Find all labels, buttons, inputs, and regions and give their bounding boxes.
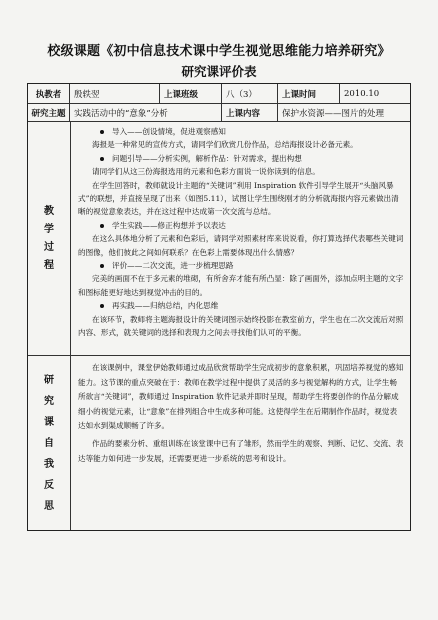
document-title: 校级课题《初中信息技术课中学生视觉思维能力培养研究》 (47, 44, 391, 59)
bullet-icon (100, 157, 104, 161)
paragraph-text: 再实践——归纳总结，内化思维 (112, 301, 219, 311)
reflection-content (71, 356, 410, 530)
reflection-label-char: 课 (44, 416, 54, 428)
bullet-icon (100, 304, 104, 308)
process-step-heading (78, 259, 404, 272)
time-value: 2010.10 (344, 88, 380, 99)
lesson-label: 上课内容 (222, 104, 278, 121)
paragraph-text: 在学生回答时，教师就设计主题的“关键词”利用 Inspiration 软件引导学生展开“头脑风暴式”的联想，并直接呈现了出来（如图5.11），试图让学生围绕刚才的分析就海报内容元素做出清晰的视觉意象表达，并在这过程中达成第一次交流与总结。 (78, 180, 399, 217)
paragraph-text: 评价——二次交流，进一步梳理思路 (112, 261, 234, 271)
info-row-2 (28, 104, 410, 122)
class-value: 八（3） (222, 84, 278, 103)
paragraph-text: 导入——创设情境，促进观察感知 (112, 127, 226, 136)
process-step-heading (78, 152, 404, 165)
reflection-label-char: 思 (44, 500, 54, 512)
reflection-row (28, 356, 410, 530)
lesson-value: 保护水资源——图片的处理 (282, 108, 385, 119)
process-paragraph (78, 165, 404, 178)
process-paragraph (78, 272, 404, 299)
process-step-heading (78, 219, 404, 232)
process-paragraph (78, 313, 404, 340)
process-label-char: 学 (44, 223, 54, 235)
paragraph-text: 学生实践——修正构想并予以表达 (112, 220, 226, 230)
paragraph-text: 完美的画面不在于多元素的堆砌，有所舍弃才能有所凸显：除了画面外，添加点明主题的文字和图标能更好地达到视觉冲击的目的。 (78, 274, 404, 297)
reflection-label-char: 研 (44, 374, 54, 386)
paragraph-text: 在这么具体地分析了元素和色彩后，请同学对照素材库来说说看，你打算选择代表哪些关键词的图像，他们彼此之间如何联系？在色彩上需要体现出什么情感？ (78, 234, 404, 257)
teacher-label: 执教者 (28, 84, 70, 103)
reflection-label-char: 究 (44, 395, 54, 407)
teacher-value: 殷轶翌 (70, 84, 160, 103)
reflection-paragraph: 作品的要素分析、重组训练在该堂课中已有了雏形，然而学生的观察、判断、记忆、交流、表达等能力如何进一步发展，还需要更进一步系统的思考和设计。 (78, 438, 404, 463)
reflection-label-char: 自 (44, 437, 54, 449)
reflection-label-char: 我 (44, 458, 54, 470)
process-label-char: 过 (44, 241, 54, 253)
class-label: 上课班级 (160, 84, 222, 103)
bullet-icon (100, 224, 104, 228)
bullet-icon (100, 264, 104, 268)
reflection-label-char: 反 (44, 479, 54, 491)
info-row-1 (28, 84, 410, 104)
topic-value: 实践活动中的“意象”分析 (70, 104, 222, 121)
process-step-heading (78, 125, 404, 138)
bullet-icon (100, 130, 104, 134)
paragraph-text: 请同学们从这三份海报选用的元素和色彩方面说一说你读到的信息。 (92, 167, 320, 177)
paragraph-text: 在该环节，教师将主题海报设计的关键词图示始终投影在教室前方，学生也在二次交流后对照内容、形式，就关键词的选择和表现力之间去寻找他们认可的平衡。 (78, 314, 404, 338)
paragraph-text: 问题引导——分析实例，解析作品：针对需求，提出构想 (112, 153, 302, 163)
process-paragraph (78, 179, 404, 219)
paragraph-text: 海报是一种常见的宣传方式，请同学们欣赏几份作品，总结海报设计必备元素。 (92, 140, 358, 150)
time-label: 上课时间 (278, 84, 340, 103)
process-content (71, 122, 410, 355)
topic-label: 研究主题 (28, 104, 70, 121)
reflection-label (28, 356, 71, 530)
document-subtitle: 研究课评价表 (181, 64, 257, 79)
process-row (28, 122, 410, 356)
evaluation-table (27, 83, 411, 531)
process-label-char: 教 (44, 205, 54, 217)
process-label-char: 程 (44, 259, 54, 271)
process-label (28, 122, 71, 355)
process-paragraph (78, 138, 404, 151)
reflection-paragraph: 在该课例中，课堂伊始教师通过成品欣赏帮助学生完成初步的意象积累，巩固培养视觉的感知能力。这节课的重点突破在于：教师在教学过程中提供了灵活的多与视觉解构的方式，让学生畅所欲言“关键词”，教师通过 Inspiration 软件记录并即时呈现，帮助学生将要创作的作品分解成细小的视觉元素，让“意象”在排列组合中生成多种可能。这使得学生在后期制作作品时，视觉表达如水到渠成顺畅了许多。 (78, 363, 404, 431)
process-step-heading (78, 299, 404, 312)
process-paragraph (78, 232, 404, 259)
